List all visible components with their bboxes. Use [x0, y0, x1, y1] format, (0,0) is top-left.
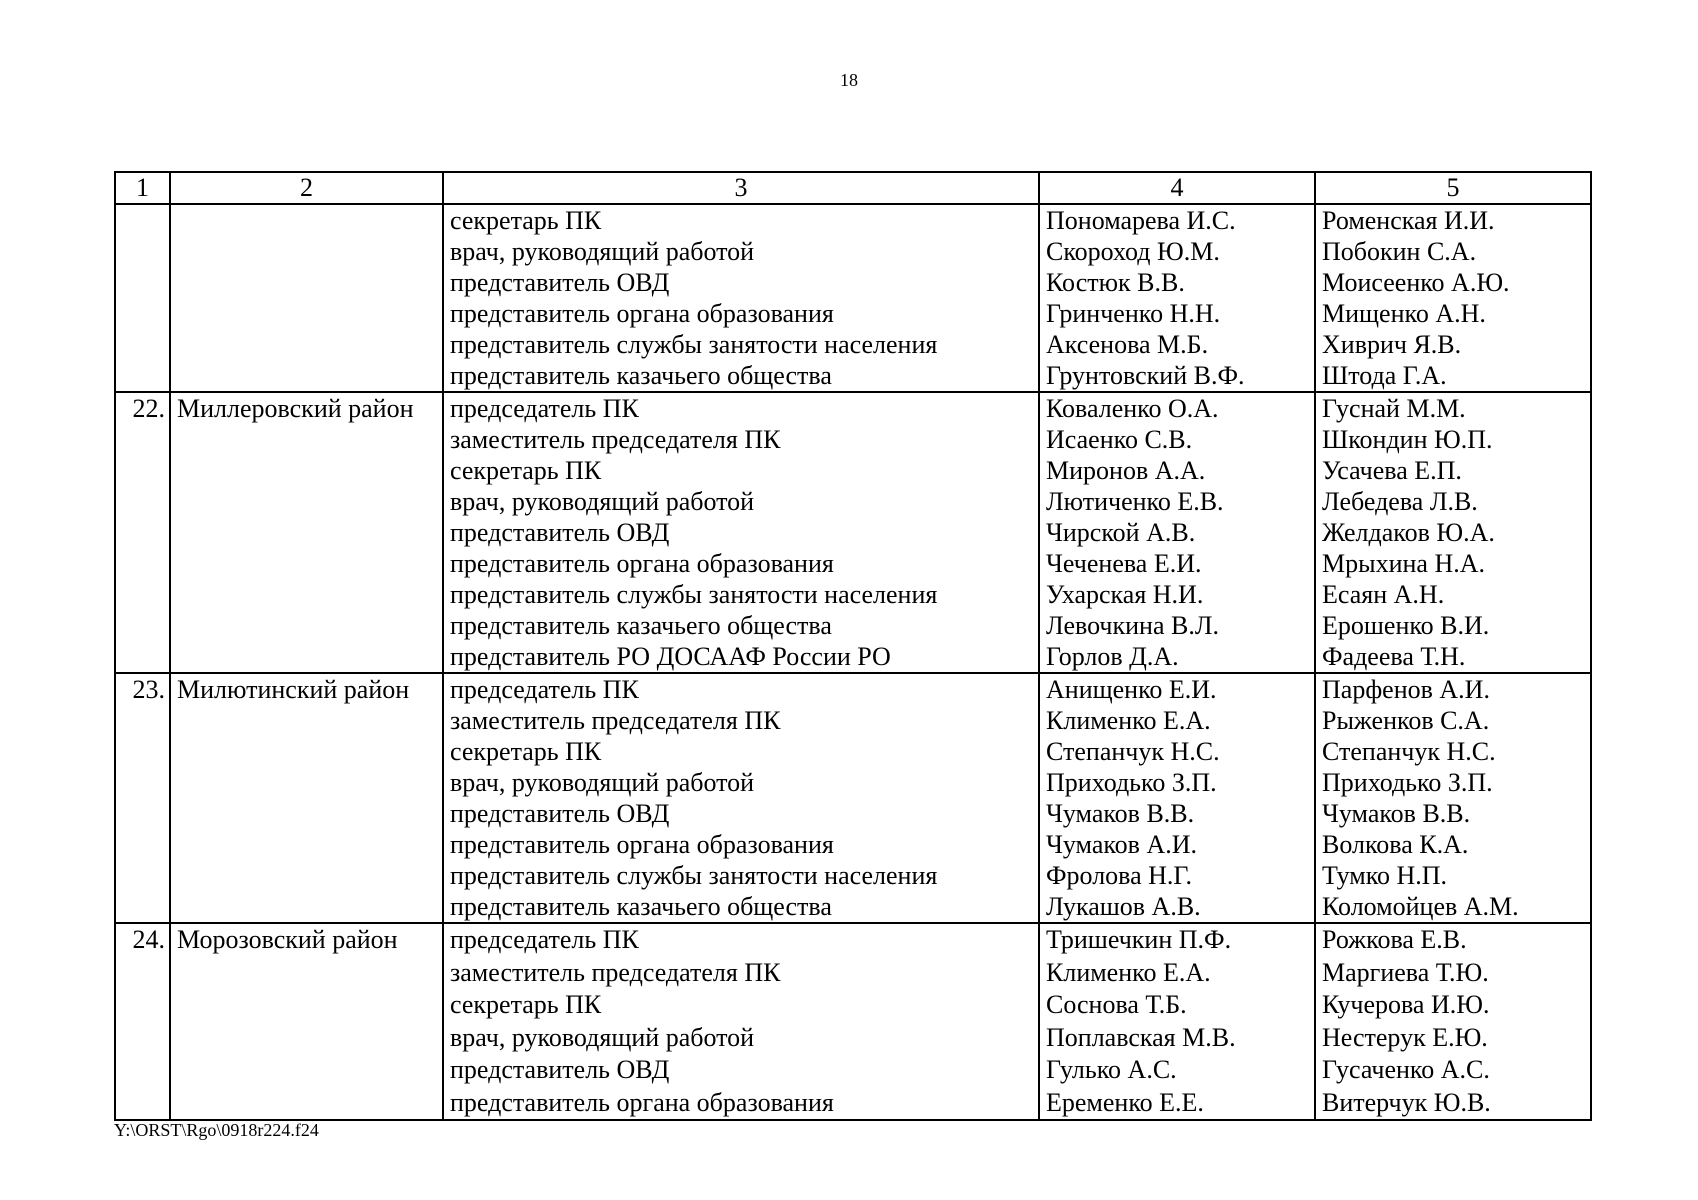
- region-name-text: Милютинский район: [177, 675, 410, 704]
- reserve-member: Нестерук Е.Ю.: [1322, 1022, 1488, 1052]
- main-member: Приходько З.П.: [1046, 768, 1217, 797]
- main-member-list: [1039, 392, 1315, 673]
- region-number-text: 24.: [132, 925, 165, 954]
- column-header: 1: [115, 172, 170, 204]
- reserve-member: Фадеева Т.Н.: [1322, 642, 1466, 671]
- reserve-member-list: [1315, 923, 1591, 1120]
- member-role-list: [443, 392, 1039, 673]
- member-role: секретарь ПК: [450, 206, 602, 235]
- member-role: представитель органа образования: [450, 299, 834, 328]
- region-name: [170, 204, 443, 392]
- column-header: 2: [170, 172, 443, 204]
- main-member-list: [1039, 673, 1315, 923]
- table-row-group: [115, 673, 1591, 923]
- member-role: представитель казачьего общества: [450, 892, 832, 921]
- main-member: Поплавская М.В.: [1046, 1022, 1236, 1052]
- region-name: [170, 673, 443, 923]
- member-role: врач, руководящий работой: [450, 237, 755, 266]
- member-role: представитель службы занятости населения: [450, 580, 938, 609]
- main-member: Гринченко Н.Н.: [1046, 299, 1221, 328]
- main-member-list: [1039, 923, 1315, 1120]
- region-number: [115, 204, 170, 392]
- table-row-group: [115, 204, 1591, 392]
- member-role: секретарь ПК: [450, 456, 602, 485]
- member-role: врач, руководящий работой: [450, 487, 755, 516]
- member-role: представитель органа образования: [450, 1087, 834, 1117]
- reserve-member: Тумко Н.П.: [1322, 861, 1448, 890]
- main-member: Исаенко С.В.: [1046, 425, 1193, 454]
- reserve-member: Моисеенко А.Ю.: [1322, 268, 1510, 297]
- member-role: представитель службы занятости населения: [450, 330, 938, 359]
- member-role: представитель ОВД: [450, 799, 670, 828]
- column-header: 4: [1039, 172, 1315, 204]
- main-member: Левочкина В.Л.: [1046, 611, 1219, 640]
- reserve-member: Шкондин Ю.П.: [1322, 425, 1493, 454]
- main-member: Чумаков А.И.: [1046, 830, 1198, 859]
- reserve-member: Кучерова И.Ю.: [1322, 990, 1490, 1019]
- member-role: представитель казачьего общества: [450, 611, 832, 640]
- reserve-member: Желдаков Ю.А.: [1322, 518, 1495, 547]
- reserve-member: Усачева Е.П.: [1322, 456, 1462, 485]
- page-number: 18: [840, 70, 858, 90]
- reserve-member: Штода Г.А.: [1322, 361, 1447, 390]
- reserve-member: Побокин С.А.: [1322, 237, 1477, 266]
- main-member: Степанчук Н.С.: [1046, 737, 1220, 766]
- reserve-member: Хиврич Я.В.: [1322, 330, 1462, 359]
- region-name-text: Морозовский район: [177, 925, 398, 954]
- reserve-member: Рожкова Е.В.: [1322, 925, 1467, 954]
- column-header: 5: [1315, 172, 1591, 204]
- member-role: председатель ПК: [450, 675, 639, 704]
- member-role: секретарь ПК: [450, 990, 602, 1019]
- reserve-member: Ерошенко В.И.: [1322, 611, 1490, 640]
- main-member: Коваленко О.А.: [1046, 394, 1219, 423]
- member-role: председатель ПК: [450, 394, 639, 423]
- reserve-member: Лебедева Л.В.: [1322, 487, 1478, 516]
- member-role: секретарь ПК: [450, 737, 602, 766]
- table-row-group: [115, 392, 1591, 673]
- member-role-list: [443, 923, 1039, 1120]
- reserve-member: Рыженков С.А.: [1322, 706, 1490, 735]
- member-role: представитель казачьего общества: [450, 361, 832, 390]
- main-member: Скороход Ю.М.: [1046, 237, 1220, 266]
- member-role: врач, руководящий работой: [450, 1022, 755, 1052]
- main-member: Горлов Д.А.: [1046, 642, 1179, 671]
- region-number-text: [116, 205, 165, 236]
- reserve-member: Парфенов А.И.: [1322, 675, 1490, 704]
- member-role: представитель органа образования: [450, 549, 834, 578]
- main-member: Ухарская Н.И.: [1046, 580, 1204, 609]
- member-role-list: [443, 204, 1039, 392]
- member-role: представитель ОВД: [450, 518, 670, 547]
- reserve-member: Приходько З.П.: [1322, 768, 1493, 797]
- main-member: Пономарева И.С.: [1046, 206, 1236, 235]
- reserve-member: Витерчук Ю.В.: [1322, 1087, 1491, 1117]
- main-member: Аксенова М.Б.: [1046, 330, 1209, 359]
- main-member: Гулько А.С.: [1046, 1055, 1177, 1084]
- member-role: представитель ОВД: [450, 1055, 670, 1084]
- reserve-member-list: [1315, 204, 1591, 392]
- region-name: [170, 923, 443, 1120]
- footer-file-path: Y:\ORST\Rgo\0918r224.f24: [114, 1120, 319, 1140]
- main-member: Миронов А.А.: [1046, 456, 1206, 485]
- reserve-member: Волкова К.А.: [1322, 830, 1469, 859]
- main-member: Анищенко Е.И.: [1046, 675, 1217, 704]
- main-member: Тришечкин П.Ф.: [1046, 925, 1232, 954]
- reserve-member: Мищенко А.Н.: [1322, 299, 1486, 328]
- commission-table: [114, 171, 1592, 1121]
- column-header: 3: [443, 172, 1039, 204]
- member-role: председатель ПК: [450, 925, 639, 954]
- reserve-member-list: [1315, 392, 1591, 673]
- region-number-text: 23.: [132, 675, 165, 704]
- region-number: [115, 392, 170, 673]
- reserve-member: Есаян А.Н.: [1322, 580, 1445, 609]
- member-role: представитель РО ДОСААФ России РО: [450, 642, 891, 671]
- main-member: Клименко Е.А.: [1046, 957, 1211, 987]
- region-number: [115, 923, 170, 1120]
- member-role: представитель службы занятости населения: [450, 861, 938, 890]
- main-member: Чирской А.В.: [1046, 518, 1196, 547]
- table-row-group: [115, 923, 1591, 1120]
- main-member: Чумаков В.В.: [1046, 799, 1195, 828]
- member-role-list: [443, 673, 1039, 923]
- main-member: Костюк В.В.: [1046, 268, 1185, 297]
- main-member: Чеченева Е.И.: [1046, 549, 1202, 578]
- region-number: [115, 673, 170, 923]
- region-name: [170, 392, 443, 673]
- reserve-member: Гуснай М.М.: [1322, 394, 1466, 423]
- reserve-member: Мрыхина Н.А.: [1322, 549, 1486, 578]
- main-member: Лютиченко Е.В.: [1046, 487, 1224, 516]
- reserve-member: Степанчук Н.С.: [1322, 737, 1496, 766]
- reserve-member: Роменская И.И.: [1322, 206, 1495, 235]
- main-member: Грунтовский В.Ф.: [1046, 361, 1245, 390]
- main-member: Фролова Н.Г.: [1046, 861, 1193, 890]
- member-role: представитель ОВД: [450, 268, 670, 297]
- member-role: заместитель председателя ПК: [450, 706, 781, 735]
- reserve-member: Коломойцев А.М.: [1322, 892, 1519, 921]
- main-member: Лукашов А.В.: [1046, 892, 1201, 921]
- member-role: заместитель председателя ПК: [450, 957, 781, 987]
- reserve-member-list: [1315, 673, 1591, 923]
- member-role: представитель органа образования: [450, 830, 834, 859]
- region-name-text: Миллеровский район: [177, 394, 414, 423]
- member-role: врач, руководящий работой: [450, 768, 755, 797]
- reserve-member: Маргиева Т.Ю.: [1322, 957, 1489, 987]
- main-member: Клименко Е.А.: [1046, 706, 1211, 735]
- table-header-row: [115, 172, 1591, 204]
- region-number-text: 22.: [132, 394, 165, 423]
- main-member: Еременко Е.Е.: [1046, 1087, 1204, 1117]
- reserve-member: Гусаченко А.С.: [1322, 1055, 1490, 1084]
- region-name-text: [177, 205, 442, 236]
- member-role: заместитель председателя ПК: [450, 425, 781, 454]
- main-member-list: [1039, 204, 1315, 392]
- reserve-member: Чумаков В.В.: [1322, 799, 1471, 828]
- main-member: Соснова Т.Б.: [1046, 990, 1187, 1019]
